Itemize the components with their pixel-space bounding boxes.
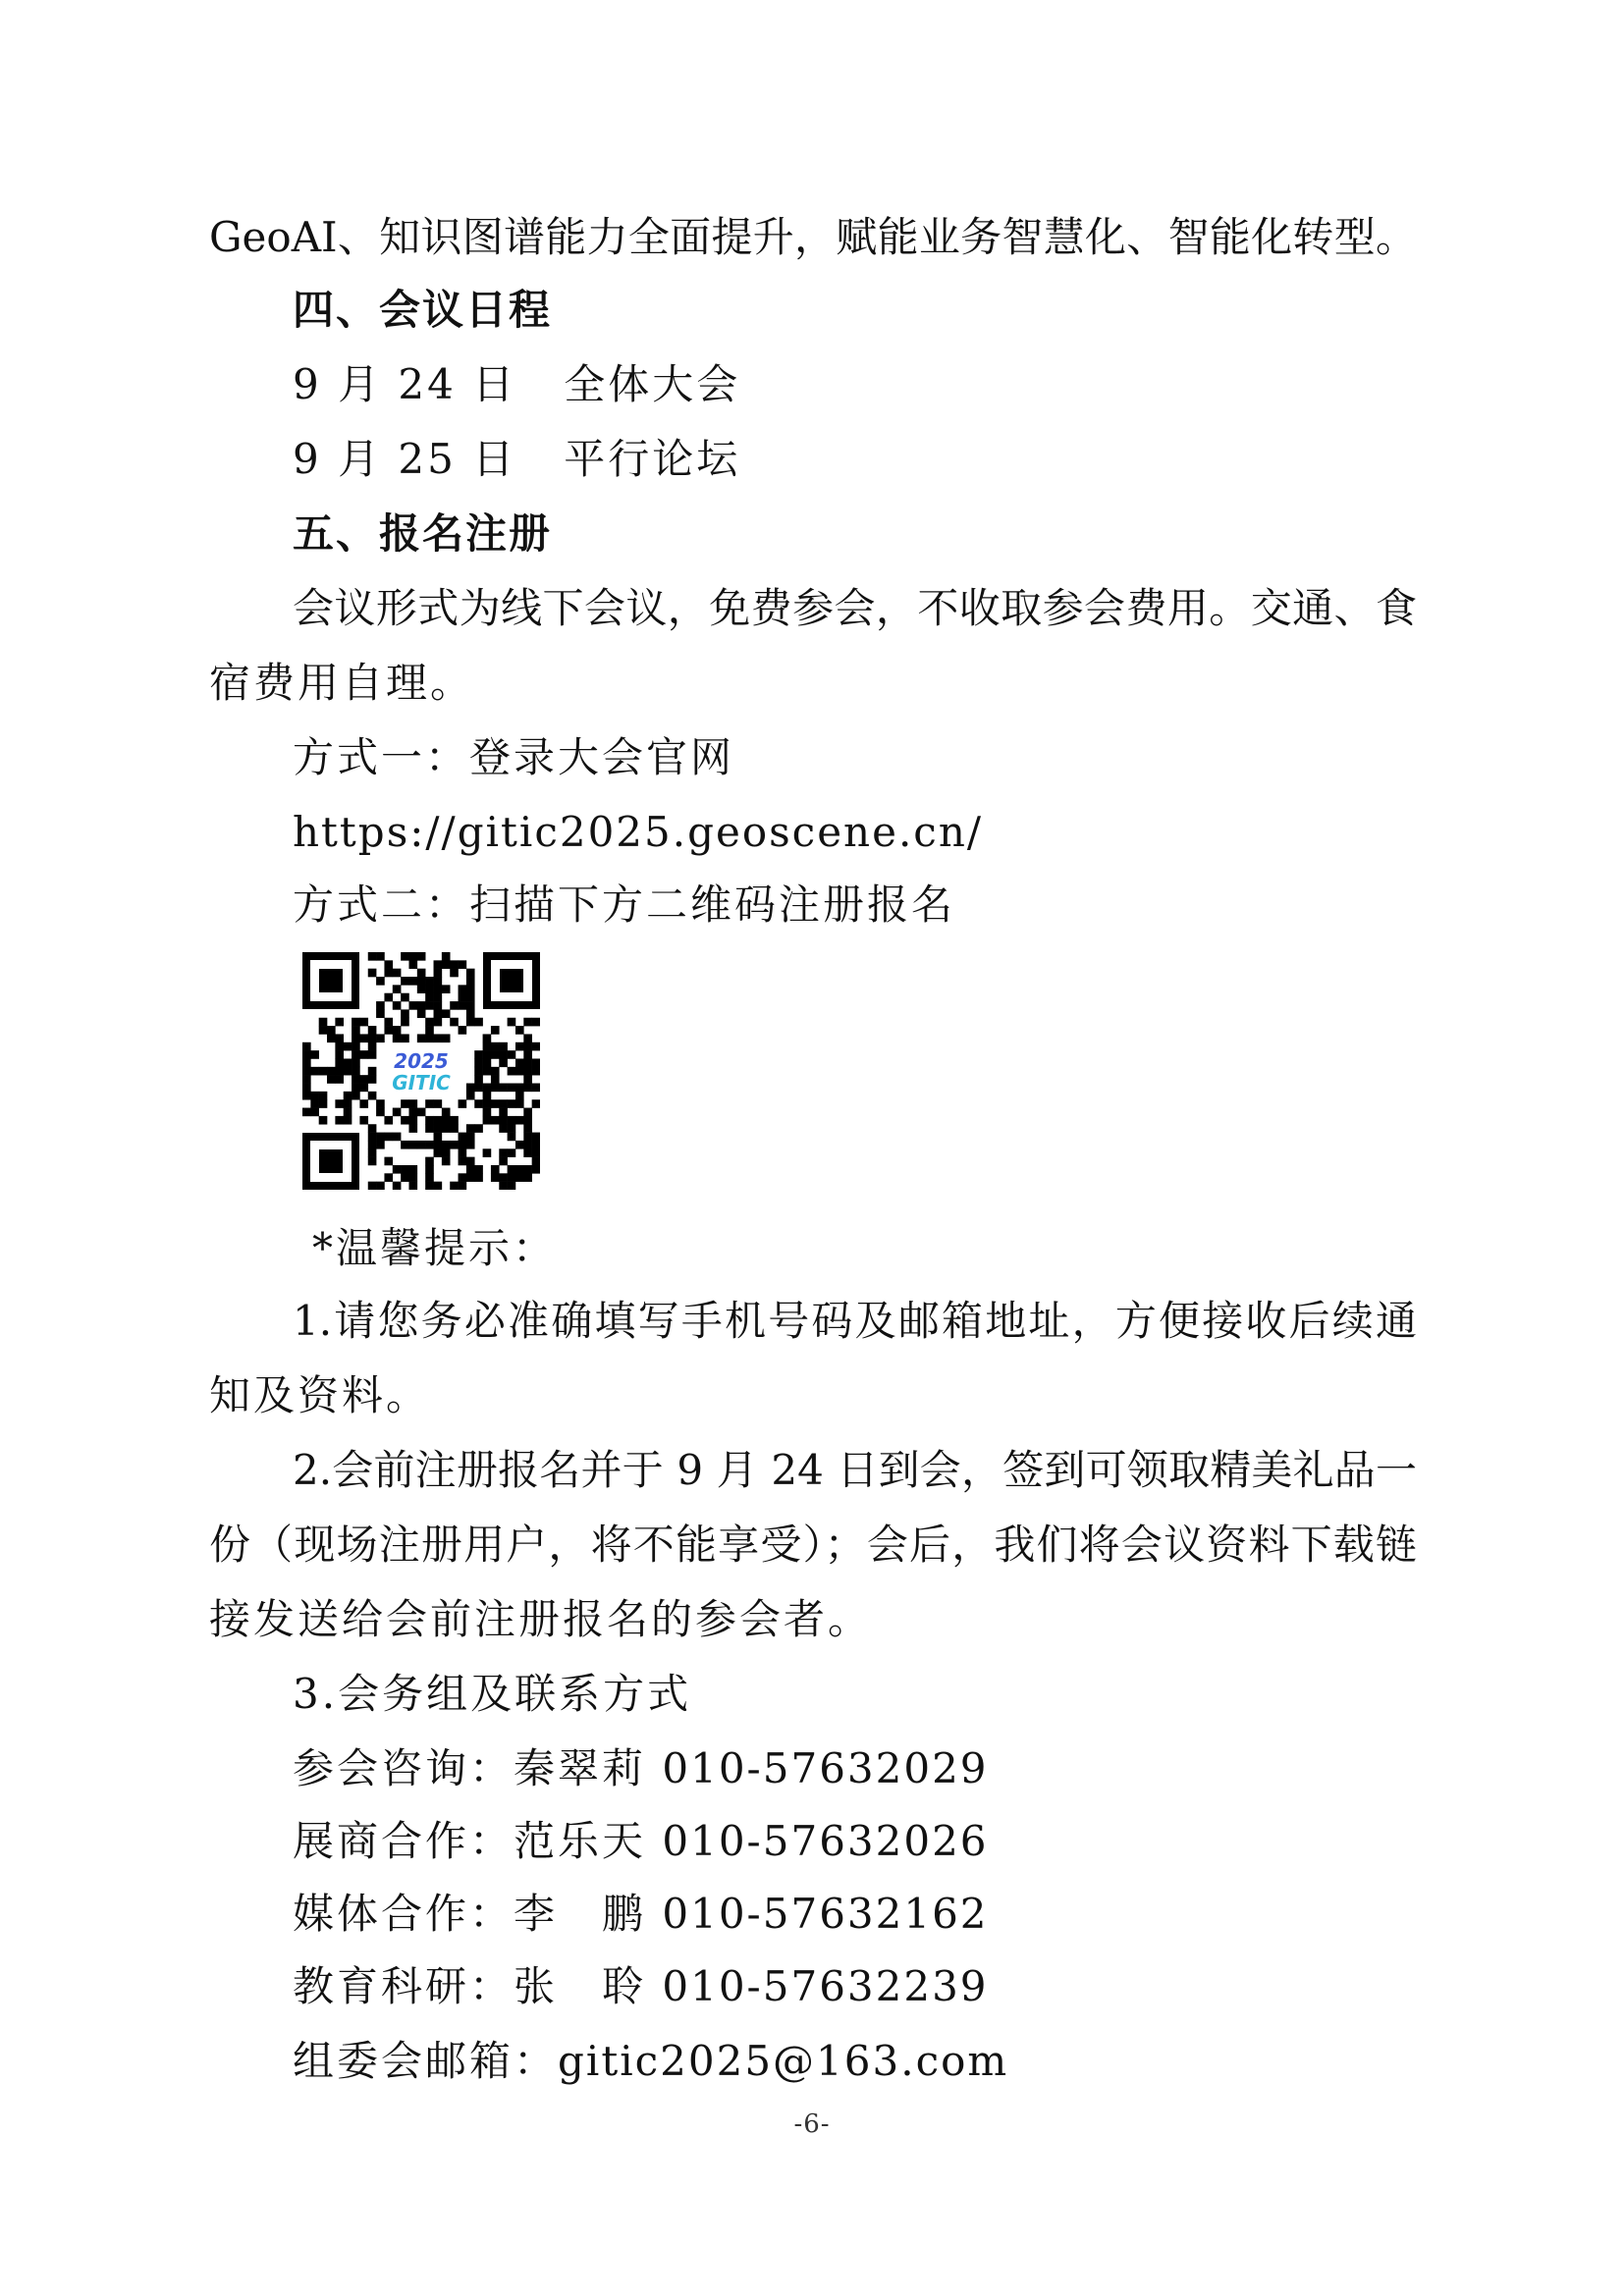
contact-role: 参会咨询： <box>293 1744 514 1792</box>
registration-method-2: 方式二：扫描下方二维码注册报名 <box>293 881 956 929</box>
schedule-row <box>293 432 740 487</box>
registration-paragraph-line: 会议形式为线下会议，免费参会，不收取参会费用。交通、食 <box>293 584 1417 632</box>
page-number: -6- <box>793 2109 831 2139</box>
qr-logo-name: GITIC <box>392 1071 451 1095</box>
contact-row <box>293 1887 989 1942</box>
qr-logo-year: 2025 <box>394 1049 449 1073</box>
website-link[interactable]: https://gitic2025.geoscene.cn/ <box>293 808 984 856</box>
contact-phone: 010-57632239 <box>662 1962 989 2010</box>
tip-2-line: 份（现场注册用户，将不能享受）；会后，我们将会议资料下载链 <box>209 1521 1417 1569</box>
schedule-row <box>293 357 740 412</box>
contact-name: 张 聆 <box>514 1962 647 2010</box>
contact-row <box>293 1814 989 1869</box>
schedule-date: 9 月 24 日 <box>293 360 517 408</box>
contact-phone: 010-57632026 <box>662 1817 989 1865</box>
contact-phone: 010-57632029 <box>662 1744 989 1792</box>
tip-2-line: 接发送给会前注册报名的参会者。 <box>209 1595 873 1643</box>
contact-row <box>293 1741 989 1796</box>
email-row <box>293 2034 1008 2089</box>
email-label: 组委会邮箱： <box>293 2037 559 2085</box>
contact-name: 范乐天 <box>514 1817 647 1865</box>
contact-name: 李 鹏 <box>514 1890 647 1938</box>
contact-role: 展商合作： <box>293 1817 514 1865</box>
paragraph-continuation: GeoAI、知识图谱能力全面提升，赋能业务智慧化、智能化转型。 <box>209 213 1417 261</box>
registration-paragraph-line: 宿费用自理。 <box>209 659 475 707</box>
tip-3-line: 3.会务组及联系方式 <box>293 1670 692 1718</box>
contact-role: 媒体合作： <box>293 1890 514 1938</box>
tip-1-line: 知及资料。 <box>209 1371 431 1419</box>
contact-name: 秦翠莉 <box>514 1744 647 1792</box>
registration-qr-code[interactable] <box>302 952 540 1190</box>
contact-role: 教育科研： <box>293 1962 514 2010</box>
registration-method-1: 方式一：登录大会官网 <box>293 733 735 781</box>
tip-2-line: 2.会前注册报名并于 9 月 24 日到会，签到可领取精美礼品一 <box>293 1446 1417 1494</box>
schedule-event: 平行论坛 <box>564 435 741 483</box>
tips-heading: *温馨提示： <box>312 1224 558 1272</box>
contact-row <box>293 1959 989 2014</box>
section-heading-schedule: 四、会议日程 <box>293 286 553 334</box>
tip-1-line: 1.请您务必准确填写手机号码及邮箱地址，方便接收后续通 <box>293 1297 1417 1345</box>
contact-phone: 010-57632162 <box>662 1890 989 1938</box>
section-heading-registration: 五、报名注册 <box>293 509 553 558</box>
email-address[interactable]: gitic2025@163.com <box>558 2037 1009 2085</box>
schedule-date: 9 月 25 日 <box>293 435 517 483</box>
schedule-event: 全体大会 <box>564 360 741 408</box>
